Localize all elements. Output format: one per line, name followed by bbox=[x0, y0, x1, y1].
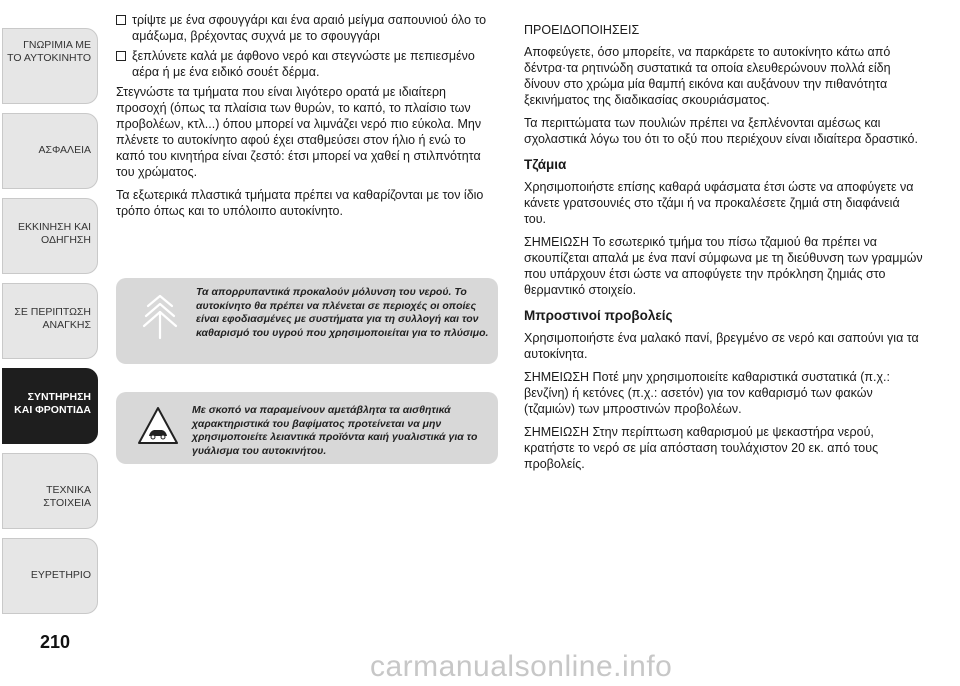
paragraph: Χρησιμοποιήστε επίσης καθαρά υφάσματα έτσι ώστε να αποφύγετε να κάνετε γρατσουνιές στο τζάμι ή να προκαλέσετε ζημιά στη διαφάνειά του. bbox=[524, 180, 914, 226]
section-heading-glass: Τζάμια bbox=[524, 157, 567, 172]
tab-label: ΓΝΩΡΙΜΙΑ ΜΕ ΤΟ ΑΥΤΟΚΙΝΗΤΟ bbox=[7, 39, 91, 64]
note-text: Με σκοπό να παραμείνουν αμετάβλητα τα αισθητικά χαρακτηριστικά του βαφίματος προτείνεται να μην χρησιμοποιείτε λειαντικά προϊόντα καιή γυαλιστικά για το γυάλισμα του αυτοκινήτου. bbox=[192, 404, 478, 457]
bullet-item bbox=[116, 12, 496, 44]
tab-technical-data[interactable] bbox=[2, 453, 98, 529]
checkbox-bullet-icon bbox=[116, 15, 126, 25]
paragraph: Τα περιττώματα των πουλιών πρέπει να ξεπλένονται αμέσως και σχολαστικά λόγω του ότι το οξύ που περιέχουν είναι ιδιαίτερα δραστικό. bbox=[524, 116, 918, 146]
tab-starting-driving[interactable] bbox=[2, 198, 98, 274]
warnings-heading: ΠΡΟΕΙΔΟΠΟΙΗΣΕΙΣ bbox=[524, 23, 640, 37]
paragraph: ΣΗΜΕΙΩΣΗ Στην περίπτωση καθαρισμού με ψεκαστήρα νερού, κρατήστε το νερό σε μία απόσταση τουλάχιστον 20 εκ. από τους προβολείς. bbox=[524, 425, 879, 471]
tab-label: ΕΥΡΕΤΗΡΙΟ bbox=[30, 569, 91, 581]
environment-note bbox=[116, 278, 498, 364]
section-heading-headlights: Μπροστινοί προβολείς bbox=[524, 308, 673, 323]
tab-safety[interactable] bbox=[2, 113, 98, 189]
right-column bbox=[524, 22, 924, 479]
warning-note bbox=[116, 392, 498, 464]
tab-index[interactable] bbox=[2, 538, 98, 614]
paragraph: ΣΗΜΕΙΩΣΗ Ποτέ μην χρησιμοποιείτε καθαριστικά συστατικά (π.χ.: βενζίνη) ή κετόνες (π.χ.: ασετόν) για τον καθαρισμό των φακών (τζαμιών) των μπροστινών προβολέων. bbox=[524, 370, 890, 416]
paragraph: Στεγνώστε τα τμήματα που είναι λιγότερο ορατά με ιδιαίτερη προσοχή (όπως τα πλαίσια των θυρών, το καπό, το πλαίσιο των προβολέων, κτλ...) όπου μπορεί να λιμνάζει νερό πιο εύκολα. Μην πλένετε το αυτοκίνητο αφού έχει σταθμεύσει στον ήλιο ή ενώ το καπό του κινητήρα είναι ζεστό: έτσι μπορεί να χαθεί η στιλπνότητα του χρώματος. bbox=[116, 85, 482, 179]
watermark: carmanualsonline.info bbox=[370, 650, 673, 683]
paragraph: Αποφεύγετε, όσο μπορείτε, να παρκάρετε το αυτοκίνητο κάτω από δέντρα·τα ρητινώδη συστατικά τα οποία ελευθερώνουν πολλά είδη δίνουν στο χρώμα μία θαμπή εικόνα και αυξάνουν την πιθανότητα ξεκινήματος της διαδικασίας σκουριάσματος. bbox=[524, 45, 891, 107]
tab-label: ΑΣΦΑΛΕΙΑ bbox=[38, 144, 91, 156]
tab-label: ΤΕΧΝΙΚΑ ΣΤΟΙΧΕΙΑ bbox=[43, 484, 91, 509]
warning-triangle-car-icon bbox=[138, 406, 178, 446]
paragraph: Χρησιμοποιήστε ένα μαλακό πανί, βρεγμένο σε νερό και σαπούνι για τα αυτοκίνητα. bbox=[524, 331, 919, 361]
page-number: 210 bbox=[40, 632, 71, 652]
environment-tree-icon bbox=[138, 292, 182, 340]
tab-getting-to-know[interactable] bbox=[2, 28, 98, 104]
tab-label: ΣΕ ΠΕΡΙΠΤΩΣΗ ΑΝΑΓΚΗΣ bbox=[14, 306, 91, 331]
note-text: Τα απορρυπαντικά προκαλούν μόλυνση του νερού. Το αυτοκίνητο θα πρέπει να πλένεται σε περιοχές οι οποίες είναι εφοδιασμένες με συστήματα για τη συλλογή και τον καθαρισμό του υγρού που χρησιμοποιείται για το πλύσιμο. bbox=[196, 286, 489, 339]
bullet-text: ξεπλύνετε καλά με άφθονο νερό και στεγνώστε με πεπιεσμένο αέρα ή με ένα ειδικό σουέτ δέρμα. bbox=[132, 49, 475, 79]
tab-maintenance-care[interactable] bbox=[2, 368, 98, 444]
paragraph: ΣΗΜΕΙΩΣΗ Το εσωτερικό τμήμα του πίσω τζαμιού θα πρέπει να σκουπίζεται απαλά με ένα πανί σύμφωνα με τη διεύθυνση των γραμμών που υπάρχουν έτσι ώστε να αποφύγετε την πρόκληση ζημιάς στο θερμαντικό στοιχείο. bbox=[524, 235, 923, 297]
left-column bbox=[116, 12, 496, 226]
tab-label: ΕΚΚΙΝΗΣΗ ΚΑΙ ΟΔΗΓΗΣΗ bbox=[17, 221, 91, 246]
tab-label: ΣΥΝΤΗΡΗΣΗ ΚΑΙ ΦΡΟΝΤΙΔΑ bbox=[14, 391, 91, 416]
tab-emergency[interactable] bbox=[2, 283, 98, 359]
bullet-text: τρίψτε με ένα σφουγγάρι και ένα αραιό μείγμα σαπουνιού όλο το αμάξωμα, βρέχοντας συχνά με το σφουγγάρι bbox=[132, 13, 487, 43]
checkbox-bullet-icon bbox=[116, 51, 126, 61]
bullet-item bbox=[116, 48, 496, 80]
paragraph: Τα εξωτερικά πλαστικά τμήματα πρέπει να καθαρίζονται με τον ίδιο τρόπο όπως και το υπόλοιπο αυτοκίνητο. bbox=[116, 188, 484, 218]
